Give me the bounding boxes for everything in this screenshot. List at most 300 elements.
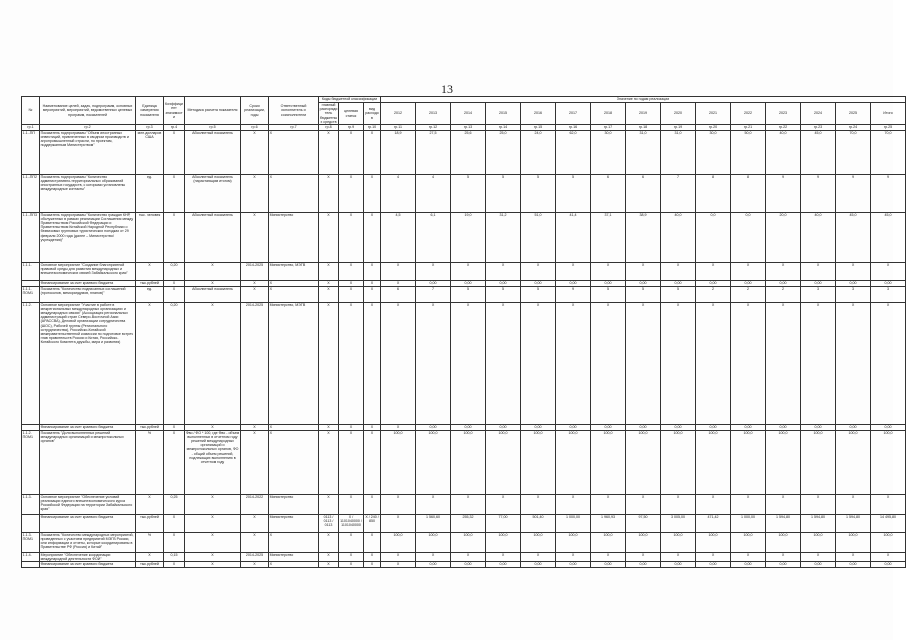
row-method-cell: Абсолютный показатель [185, 130, 241, 174]
row-value-cell: Х [661, 494, 696, 514]
row-value-cell: Х [416, 552, 451, 561]
row-value-cell: Х [521, 302, 556, 424]
header-no: № [22, 97, 40, 125]
row-terms-cell: Х [241, 430, 269, 494]
row-budget-code-cell: Х [319, 286, 339, 302]
row-executor-cell: Х [269, 280, 319, 286]
row-value-cell: 9 [766, 174, 801, 212]
row-value-cell: 0,00 [626, 561, 661, 567]
row-value-cell: Х [451, 494, 486, 514]
row-unit-cell: тыс. человек [136, 212, 164, 262]
row-value-cell: Х [381, 280, 416, 286]
row-value-cell: 1 594,80 [801, 514, 836, 532]
row-value-cell: 1 594,80 [766, 514, 801, 532]
row-value-cell: 2 [731, 286, 766, 302]
table-row [22, 494, 906, 514]
table-row [22, 212, 906, 262]
row-value-cell: 0,00 [451, 424, 486, 430]
row-value-cell: 0,00 [451, 561, 486, 567]
header-executor: Ответственный исполнитель и соисполнители [269, 97, 319, 125]
row-terms-cell: Х [241, 286, 269, 302]
row-name-cell: Показатель "Количество подписанных соглашений (протоколов, меморандумов, планов)" [40, 286, 136, 302]
row-method-cell: Х [185, 561, 241, 567]
column-number-cell: гр.13 [451, 125, 486, 131]
row-value-cell: 0,00 [801, 280, 836, 286]
header-budget-col: вид расходов [364, 103, 381, 125]
row-value-cell: 77,00 [486, 514, 521, 532]
row-value-cell: 100,0 [521, 532, 556, 552]
row-unit-cell: % [136, 430, 164, 494]
row-value-cell: 1 960,93 [591, 514, 626, 532]
row-coef-cell: Х [164, 212, 185, 262]
column-number-cell: гр.21 [731, 125, 766, 131]
row-method-cell: Фво / ФО * 100, где Фво - объем выполненных в отчетном году решений международных организаций и межпротокольных органов, ФО - общий объем решений, подлежащих выполнению в отчетном году [185, 430, 241, 494]
row-name-cell: Основное мероприятие "Участие в работе в межрегиональных международных организациях и международных связях" (Ассоциация региональных администраций стран Северо-Восточной Азии (АРАССВА), Деловой организации сотрудничества (ШОС), Рабочей группы (Регионального сотрудничества), Российско-Китайской межправительственной комиссии по подготовке встреч глав правительств России и Китая, Российско-Китайского Комитета дружбы, мира и развития) [40, 302, 136, 424]
row-executor-cell: Министерство [269, 514, 319, 532]
table-row [22, 552, 906, 561]
row-value-cell: 2 [766, 286, 801, 302]
row-coef-cell: Х [164, 286, 185, 302]
header-year: 2024 [801, 103, 836, 125]
row-terms-cell: 2014-2022 [241, 494, 269, 514]
row-executor-cell: Министерство [269, 494, 319, 514]
row-name-cell: Основное мероприятие "Обеспечение условий реализации единого внешнеэкономического курса Российской Федерации на территории Забайкальского края" [40, 494, 136, 514]
table-row [22, 174, 906, 212]
row-value-cell: 5 [486, 174, 521, 212]
row-value-cell: Х [381, 514, 416, 532]
row-value-cell: 25,0 [486, 130, 521, 174]
row-value-cell: 0,00 [696, 561, 731, 567]
column-number-cell: гр.8 [319, 125, 339, 131]
row-value-cell: 100,0 [556, 430, 591, 494]
row-value-cell: 100,0 [591, 532, 626, 552]
row-value-cell: 100,0 [661, 430, 696, 494]
header-year: 2015 [486, 103, 521, 125]
column-number-cell: гр.15 [521, 125, 556, 131]
row-value-cell: 0,00 [416, 424, 451, 430]
row-budget-code-cell: Х [364, 552, 381, 561]
header-year: 2013 [416, 103, 451, 125]
row-budget-code-cell: Х / 240 / 850 [364, 514, 381, 532]
row-value-cell: Х [801, 302, 836, 424]
row-budget-code-cell: Х [364, 212, 381, 262]
row-number-cell: 1.1.3. ПОМ1 [22, 532, 40, 552]
row-value-cell: 19,0 [451, 212, 486, 262]
row-value-cell: 100,0 [836, 532, 871, 552]
column-number-cell: гр.1 [22, 125, 40, 131]
row-value-cell: Х [801, 494, 836, 514]
column-number-cell: гр.18 [626, 125, 661, 131]
row-value-cell: 8 [731, 174, 766, 212]
row-executor-cell: Министерство, МЭГВ [269, 302, 319, 424]
row-value-cell: 6 [381, 286, 416, 302]
row-name-cell: Основное мероприятие "Создание благоприятной правовой среды для развития международных и внешнеэкономических связей Забайкальского края" [40, 262, 136, 280]
row-value-cell: 24,0 [521, 130, 556, 174]
row-value-cell: 31,2 [486, 212, 521, 262]
header-year: 2016 [521, 103, 556, 125]
row-terms-cell: Х [241, 514, 269, 532]
row-coef-cell: Х [164, 430, 185, 494]
row-method-cell: Х [185, 552, 241, 561]
row-number-cell: 1.1.2. ПОМ1 [22, 430, 40, 494]
row-method-cell: Абсолютный показатель [185, 286, 241, 302]
row-value-cell: 9 [556, 286, 591, 302]
row-unit-cell: Х [136, 302, 164, 424]
row-value-cell: 100,0 [416, 430, 451, 494]
row-value-cell: 100,0 [696, 430, 731, 494]
row-value-cell: 5 [661, 286, 696, 302]
row-value-cell: Х [626, 302, 661, 424]
row-budget-code-cell: Х [339, 494, 364, 514]
row-value-cell: Х [486, 302, 521, 424]
row-coef-cell: Х [164, 561, 185, 567]
row-value-cell: 30,0 [696, 130, 731, 174]
row-value-cell: 0,00 [731, 561, 766, 567]
row-value-cell: Х [731, 494, 766, 514]
row-value-cell: 1 000,00 [731, 514, 766, 532]
row-value-cell: 62,0 [556, 130, 591, 174]
column-number-cell: гр.9 [339, 125, 364, 131]
row-value-cell: 0,00 [521, 280, 556, 286]
row-budget-code-cell: Х [319, 424, 339, 430]
row-name-cell: Финансирование за счет краевого бюджета [40, 514, 136, 532]
row-value-cell: 7 [661, 174, 696, 212]
column-number-cell: гр.19 [661, 125, 696, 131]
column-number-cell: гр.12 [416, 125, 451, 131]
row-executor-cell: Министерство [269, 212, 319, 262]
row-value-cell: Х [556, 262, 591, 280]
row-value-cell: 100,0 [381, 430, 416, 494]
row-value-cell: 0,00 [521, 561, 556, 567]
row-value-cell: Х [766, 302, 801, 424]
row-value-cell: 0,00 [801, 424, 836, 430]
header-coef: Коэффициент значимости [164, 97, 185, 125]
row-executor-cell: Х [269, 174, 319, 212]
row-value-cell: Х [766, 552, 801, 561]
row-executor-cell: Х [269, 130, 319, 174]
row-value-cell: 0,00 [836, 424, 871, 430]
row-value-cell: 31,0 [661, 130, 696, 174]
row-number-cell: 1.1.1. ПОМ1 [22, 286, 40, 302]
row-value-cell: 0,00 [626, 424, 661, 430]
column-number-cell: гр.10 [364, 125, 381, 131]
row-value-cell: 18,9 [381, 130, 416, 174]
row-value-cell: 40,0 [766, 130, 801, 174]
row-value-cell: 0,00 [871, 280, 906, 286]
header-budget-codes: Коды бюджетной классификации [319, 97, 381, 103]
row-value-cell: Х [451, 552, 486, 561]
row-value-cell: 0,00 [416, 561, 451, 567]
row-value-cell: Х [381, 552, 416, 561]
row-value-cell: Х [801, 262, 836, 280]
row-value-cell: 1 594,80 [836, 514, 871, 532]
row-value-cell: 100,0 [801, 532, 836, 552]
row-value-cell: 0,00 [766, 424, 801, 430]
row-value-cell: 4 [381, 174, 416, 212]
row-value-cell: 5 [451, 286, 486, 302]
row-number-cell: 1.1.3. [22, 494, 40, 514]
row-number-cell: 1.1.2. [22, 302, 40, 424]
row-unit-cell: % [136, 532, 164, 552]
row-value-cell: 100,0 [766, 430, 801, 494]
row-budget-code-cell: Х [319, 280, 339, 286]
row-value-cell: 70,0 [836, 130, 871, 174]
row-terms-cell: 2014-2025 [241, 262, 269, 280]
row-value-cell: Х [381, 494, 416, 514]
row-name-cell: Финансирование за счет краевого бюджета [40, 280, 136, 286]
row-value-cell: 0,00 [731, 280, 766, 286]
row-budget-code-cell: Х [339, 174, 364, 212]
row-unit-cell: Х [136, 262, 164, 280]
row-value-cell: 100,0 [731, 532, 766, 552]
row-value-cell: 30,0 [591, 130, 626, 174]
row-value-cell: 45,0 [836, 212, 871, 262]
row-value-cell: Х [486, 262, 521, 280]
row-value-cell: 0,00 [591, 280, 626, 286]
row-coef-cell: 0,20 [164, 262, 185, 280]
row-value-cell: 45,0 [801, 130, 836, 174]
row-terms-cell: Х [241, 280, 269, 286]
row-budget-code-cell: Х [364, 430, 381, 494]
row-budget-code-cell: Х [339, 302, 364, 424]
row-value-cell: Х [731, 552, 766, 561]
row-budget-code-cell: Х [339, 430, 364, 494]
row-value-cell: Х [521, 552, 556, 561]
row-coef-cell: Х [164, 174, 185, 212]
row-coef-cell: Х [164, 514, 185, 532]
row-value-cell: 0,0 [696, 212, 731, 262]
row-value-cell: 4,5 [381, 212, 416, 262]
column-number-cell: гр.23 [801, 125, 836, 131]
row-value-cell: 3 005,00 [661, 514, 696, 532]
row-value-cell: 0,00 [556, 561, 591, 567]
column-number-cell: гр.7 [269, 125, 319, 131]
row-value-cell: 100,0 [661, 532, 696, 552]
row-value-cell: Х [451, 262, 486, 280]
table-row [22, 532, 906, 552]
row-budget-code-cell: Х [364, 174, 381, 212]
row-value-cell: 0,00 [836, 561, 871, 567]
row-executor-cell: Х [269, 424, 319, 430]
row-unit-cell: млн.долларов США [136, 130, 164, 174]
row-value-cell: Х [836, 494, 871, 514]
row-value-cell: 100,0 [451, 430, 486, 494]
row-value-cell: 0,00 [486, 424, 521, 430]
row-executor-cell: Министерство [269, 552, 319, 561]
row-unit-cell: тыс.рублей [136, 280, 164, 286]
row-value-cell: Х [556, 302, 591, 424]
header-terms: Сроки реализации, годы [241, 97, 269, 125]
page-number: 13 [441, 82, 453, 96]
row-method-cell: Х [185, 514, 241, 532]
row-value-cell: 100,0 [416, 532, 451, 552]
row-executor-cell: Х [269, 532, 319, 552]
row-value-cell: 100,0 [871, 430, 906, 494]
row-value-cell: 100,0 [591, 430, 626, 494]
row-coef-cell: Х [164, 130, 185, 174]
row-name-cell: Финансирование за счет краевого бюджета [40, 424, 136, 430]
row-executor-cell: Х [269, 430, 319, 494]
row-method-cell: Абсолютный показатель (нарастающим итогом) [185, 174, 241, 212]
row-value-cell: 100,0 [381, 532, 416, 552]
row-terms-cell: 2014-2025 [241, 552, 269, 561]
row-budget-code-cell: Х [319, 302, 339, 424]
row-coef-cell: Х [164, 532, 185, 552]
row-value-cell: 38,9 [626, 212, 661, 262]
row-value-cell: Х [556, 494, 591, 514]
row-value-cell: 100,0 [801, 430, 836, 494]
column-number-cell: гр.11 [381, 125, 416, 131]
row-value-cell: 0,00 [871, 424, 906, 430]
header-method: Методика расчета показателя [185, 97, 241, 125]
row-number-cell [22, 514, 40, 532]
row-value-cell: 100,0 [486, 532, 521, 552]
row-budget-code-cell: Х [364, 302, 381, 424]
row-value-cell: 0,00 [766, 280, 801, 286]
row-unit-cell: Х [136, 494, 164, 514]
row-value-cell: 5 [556, 174, 591, 212]
row-value-cell: 0,00 [626, 280, 661, 286]
row-terms-cell: 2014-2025 [241, 302, 269, 424]
row-budget-code-cell: Х [364, 494, 381, 514]
row-unit-cell: Х [136, 552, 164, 561]
row-value-cell: Х [626, 262, 661, 280]
row-value-cell: 0,00 [451, 280, 486, 286]
column-number-cell: гр.17 [591, 125, 626, 131]
row-budget-code-cell: Х [319, 262, 339, 280]
column-number-cell: гр.3 [136, 125, 164, 131]
row-terms-cell: Х [241, 561, 269, 567]
row-budget-code-cell: Х [339, 262, 364, 280]
row-value-cell: 31,0 [626, 130, 661, 174]
row-value-cell: 255,32 [451, 514, 486, 532]
row-value-cell: Х [696, 552, 731, 561]
row-value-cell: 14 495,80 [871, 514, 906, 532]
row-value-cell: 9 [871, 174, 906, 212]
row-value-cell: 100,0 [486, 430, 521, 494]
row-method-cell: Х [185, 532, 241, 552]
column-number-cell: гр.6 [241, 125, 269, 131]
row-coef-cell: Х [164, 424, 185, 430]
header-year: 2019 [626, 103, 661, 125]
row-value-cell: 0,00 [696, 280, 731, 286]
header-unit: Единица измерения показателя [136, 97, 164, 125]
table-row [22, 262, 906, 280]
row-name-cell: Показатель подпрограммы "Количество граждан КНР, обслуженных в рамках реализации Соглашения между Правительством Российской Федерации и Правительством Китайской Народной Республики о безвизовых групповых туристических поездках от 29 февраля 2000 года (далее – Министерство/учреждения)" [40, 212, 136, 262]
row-value-cell: 5 [451, 174, 486, 212]
column-number-cell: гр.20 [696, 125, 731, 131]
row-budget-code-cell: Х [319, 552, 339, 561]
row-value-cell: Х [661, 552, 696, 561]
row-budget-code-cell: Х [319, 430, 339, 494]
row-value-cell: 8 [696, 174, 731, 212]
row-value-cell: Х [696, 302, 731, 424]
row-value-cell: 0,00 [416, 280, 451, 286]
row-value-cell: 7 [416, 286, 451, 302]
row-value-cell: Х [381, 262, 416, 280]
row-value-cell: 5 [626, 286, 661, 302]
row-value-cell: 0,00 [556, 280, 591, 286]
row-coef-cell: 0,15 [164, 552, 185, 561]
row-number-cell [22, 561, 40, 567]
row-value-cell: 20,0 [766, 212, 801, 262]
header-year: 2012 [381, 103, 416, 125]
row-method-cell: Х [185, 424, 241, 430]
row-budget-code-cell: Х [364, 424, 381, 430]
row-number-cell: 1.1.-ПП [22, 130, 40, 174]
row-value-cell: 70,0 [871, 130, 906, 174]
row-unit-cell: ед. [136, 174, 164, 212]
row-terms-cell: Х [241, 212, 269, 262]
row-value-cell: 100,0 [626, 430, 661, 494]
column-number-cell: гр.25 [871, 125, 906, 131]
column-number-cell: гр.4 [164, 125, 185, 131]
header-budget-col: главный распорядитель бюджетных средств [319, 103, 338, 124]
row-value-cell: 0,00 [731, 424, 766, 430]
row-budget-code-cell: Х [319, 212, 339, 262]
row-value-cell: 0,00 [486, 280, 521, 286]
row-value-cell: Х [486, 494, 521, 514]
row-value-cell: 100,0 [521, 430, 556, 494]
row-budget-code-cell: Х [319, 174, 339, 212]
row-name-cell: Показатель подпрограммы "Количество административно-территориальных образований иностранных государств, с которыми установлены международные контакты" [40, 174, 136, 212]
row-value-cell: Х [591, 494, 626, 514]
column-number-cell: гр.22 [766, 125, 801, 131]
row-method-cell: Х [185, 280, 241, 286]
row-value-cell: 5 [486, 286, 521, 302]
table-body [22, 130, 906, 567]
row-budget-code-cell: Х [339, 286, 364, 302]
row-value-cell: Х [556, 552, 591, 561]
row-value-cell: 50,0 [731, 130, 766, 174]
row-value-cell: 5 [521, 174, 556, 212]
row-budget-code-cell: Х [319, 561, 339, 567]
row-value-cell: Х [416, 494, 451, 514]
row-value-cell: 100,0 [766, 532, 801, 552]
row-value-cell: Х [696, 262, 731, 280]
row-unit-cell: ед. [136, 286, 164, 302]
table-row [22, 302, 906, 424]
row-value-cell: 0,00 [556, 424, 591, 430]
row-terms-cell: Х [241, 130, 269, 174]
row-name-cell: Финансирование за счет краевого бюджета [40, 561, 136, 567]
row-name-cell: Показатель "Количество международных мероприятий, проведенных с участием предприятий МЭГВ России, или информации и отчеты, которые координированы в Правительстве РФ (Россия) и Китай" [40, 532, 136, 552]
column-number-cell: гр.2 [40, 125, 136, 131]
row-budget-code-cell: Х [339, 532, 364, 552]
row-budget-code-cell: Х / 1101040000 / 1101040000 [339, 514, 364, 532]
table-row [22, 561, 906, 567]
row-value-cell: Х [731, 302, 766, 424]
row-value-cell: 6,1 [416, 212, 451, 262]
row-terms-cell: Х [241, 424, 269, 430]
row-name-cell: Мероприятие "Обеспечение координации международной деятельности ФОИ" [40, 552, 136, 561]
row-number-cell: 1.1.-ПП3 [22, 212, 40, 262]
row-value-cell: 471,42 [696, 514, 731, 532]
row-number-cell: 1.1.1. [22, 262, 40, 280]
row-budget-code-cell: Х [339, 561, 364, 567]
row-value-cell: Х [486, 552, 521, 561]
header-year: 2021 [696, 103, 731, 125]
row-value-cell: 0,00 [486, 561, 521, 567]
table-row [22, 286, 906, 302]
row-value-cell: Х [661, 262, 696, 280]
column-number-cell: гр.24 [836, 125, 871, 131]
row-budget-code-cell: Х [319, 130, 339, 174]
row-value-cell: 100,0 [871, 532, 906, 552]
table-row [22, 514, 906, 532]
row-value-cell: 1 000,00 [556, 514, 591, 532]
header-name: Наименование целей, задач, подпрограмм, основных мероприятий, мероприятий, ведомственных целевых программ, показателей [40, 97, 136, 125]
